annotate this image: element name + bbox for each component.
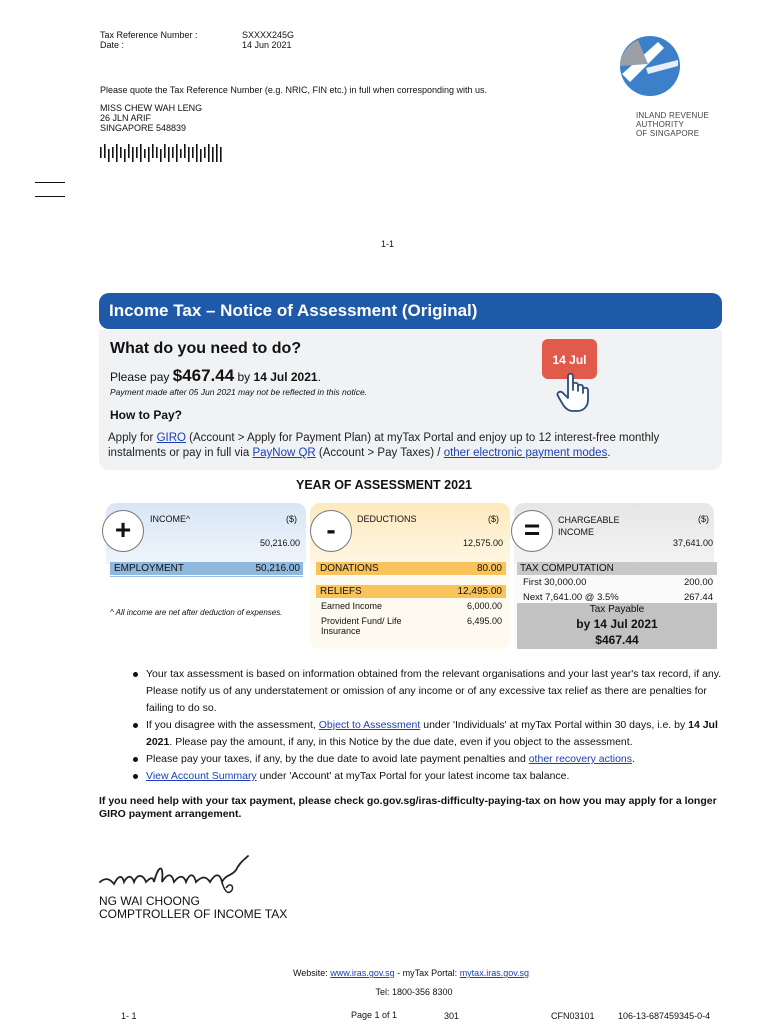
address-line: SINGAPORE 548839 — [100, 123, 187, 133]
line2-end: . — [607, 447, 611, 459]
note-text: Please pay your taxes, if any, by the due date to avoid late payment penalties and — [146, 753, 529, 765]
reliefs-label: RELIEFS — [320, 586, 362, 597]
portal-label: - myTax Portal: — [394, 968, 460, 978]
tc-row1-label: First 30,000.00 — [523, 577, 587, 588]
paynow-link[interactable]: PayNow QR — [252, 447, 316, 459]
footer-code: 301 — [444, 1011, 460, 1021]
object-to-assessment-link[interactable]: Object to Assessment — [318, 719, 421, 731]
barcode — [100, 144, 224, 164]
income-footnote: ^ All income are net after deduction of expenses. — [110, 608, 283, 617]
signature-image — [98, 852, 253, 898]
donations-label: DONATIONS — [320, 563, 379, 574]
notice-title-banner: Income Tax – Notice of Assessment (Original) — [99, 293, 722, 329]
pay-by: by — [234, 370, 254, 384]
pay-due-date: 14 Jul 2021 — [253, 370, 318, 384]
mytax-portal-link[interactable]: mytax.iras.gov.sg — [459, 968, 530, 978]
chargeable-total: 37,641.00 — [672, 538, 713, 548]
provident-fund-label: Provident Fund/ Life Insurance — [321, 616, 402, 636]
footer-code: 106-13-687459345-0-4 — [618, 1011, 711, 1021]
deductions-title: DEDUCTIONS — [357, 514, 417, 524]
tax-computation-title: TAX COMPUTATION — [520, 563, 614, 574]
logo-text-line: INLAND REVENUE — [636, 111, 710, 120]
footer-marker: 1- 1 — [121, 1011, 137, 1021]
website-label: Website: — [292, 968, 331, 978]
page-marker: 1-1 — [381, 239, 395, 249]
iras-logo — [618, 34, 709, 138]
quote-note: Please quote the Tax Reference Number (e.g. NRIC, FIN etc.) in full when corresponding with us. — [100, 85, 488, 95]
other-payment-modes-link[interactable]: other electronic payment modes — [443, 447, 608, 459]
address-line: MISS CHEW WAH LENG — [100, 103, 203, 113]
tax-ref-label: Tax Reference Number : — [100, 30, 198, 40]
tax-payable-amount: $467.44 — [595, 633, 639, 647]
page-number: Page 1 of 1 — [351, 1010, 398, 1020]
divider — [110, 576, 303, 577]
line2-mid: (Account > Pay Taxes) / — [315, 447, 444, 459]
date-label: Date : — [100, 40, 125, 50]
address-line: 26 JLN ARIF — [100, 113, 152, 123]
earned-income-label: Earned Income — [321, 601, 383, 611]
note-text: under 'Individuals' at myTax Portal within 30 days, i.e. by — [420, 719, 689, 731]
help-note: If you need help with your tax payment, please check go.gov.sg/iras-difficulty-paying-tax on how you may apply for a longer GIRO payment arrangement. — [99, 795, 717, 820]
line2-prefix: instalments or pay in full via — [108, 447, 253, 459]
tax-payable-label: Tax Payable — [589, 604, 645, 615]
employment-label: EMPLOYMENT — [114, 563, 185, 574]
apply-mid: (Account > Apply for Payment Plan) at myTax Portal and enjoy up to 12 interest-free monthly — [185, 432, 660, 444]
apply-prefix: Apply for — [108, 432, 157, 444]
deductions-unit: ($) — [488, 514, 499, 524]
tc-row2-value: 267.44 — [683, 592, 713, 603]
income-total: 50,216.00 — [259, 538, 300, 548]
logo-text-line: AUTHORITY — [636, 120, 685, 129]
address-block — [100, 103, 202, 133]
pay-amount: $467.44 — [172, 366, 235, 385]
how-to-pay-text — [108, 431, 718, 461]
minus-icon: - — [310, 510, 352, 552]
recovery-actions-link[interactable]: other recovery actions — [528, 753, 633, 765]
footer-links — [0, 968, 768, 978]
footer-tel: Tel: 1800-356 8300 — [375, 987, 453, 997]
pay-period: . — [317, 370, 321, 384]
how-to-pay-heading: How to Pay? — [110, 408, 183, 422]
note-text: under 'Account' at myTax Portal for your latest income tax balance. — [256, 770, 570, 782]
note-item — [130, 768, 722, 785]
pay-prefix: Please pay — [110, 370, 173, 384]
todo-heading: What do you need to do? — [110, 340, 302, 357]
logo-text-line: OF SINGAPORE — [636, 129, 700, 138]
chargeable-title: CHARGEABLE INCOME — [558, 515, 620, 537]
view-account-summary-link[interactable]: View Account Summary — [146, 770, 257, 782]
notes-list — [130, 666, 722, 785]
payment-note: Payment made after 05 Jun 2021 may not be reflected in this notice. — [110, 387, 368, 397]
income-title: INCOME^ — [150, 514, 191, 524]
giro-link[interactable]: GIRO — [156, 432, 186, 444]
tc-row2-label: Next 7,641.00 @ 3.5% — [523, 592, 619, 603]
signatory-name: NG WAI CHOONG — [99, 894, 200, 908]
tc-row1-value: 200.00 — [683, 577, 713, 588]
provident-fund-value: 6,495.00 — [466, 616, 502, 626]
note-item — [130, 717, 722, 751]
income-unit: ($) — [286, 514, 297, 524]
note-due-date: 14 Jul 2021 — [146, 719, 718, 748]
footer-code: CFN03101 — [551, 1011, 595, 1021]
earned-income-value: 6,000.00 — [466, 601, 502, 611]
note-text: If you disagree with the assessment, — [146, 719, 319, 731]
reliefs-value: 12,495.00 — [457, 586, 502, 597]
deductions-total: 12,575.00 — [462, 538, 503, 548]
website-link[interactable]: www.iras.gov.sg — [330, 968, 395, 978]
iras-emblem-icon — [618, 34, 682, 98]
due-date-button[interactable]: 14 Jul — [542, 339, 597, 379]
note-item: Your tax assessment is based on information obtained from the relevant organisations and your last year's tax record, if any. Please notify us of any understatement or omission of any income or of any excessive tax relief as there are penalties for failing to do so. — [130, 666, 722, 717]
note-item — [130, 751, 722, 768]
plus-icon: + — [102, 510, 144, 552]
fold-mark — [35, 182, 65, 183]
tax-ref-value: SXXXX245G — [242, 30, 295, 40]
chargeable-unit: ($) — [698, 514, 709, 524]
signatory-title: COMPTROLLER OF INCOME TAX — [99, 907, 288, 921]
equals-icon: = — [511, 510, 553, 552]
donations-value: 80.00 — [476, 563, 502, 574]
employment-value: 50,216.00 — [255, 563, 300, 574]
year-of-assessment: YEAR OF ASSESSMENT 2021 — [296, 478, 472, 492]
note-text: . — [632, 753, 635, 765]
tax-payable-by: by 14 Jul 2021 — [576, 617, 658, 631]
note-text: . Please pay the amount, if any, in this Notice by the due date, even if you object to the assessment. — [169, 736, 633, 748]
pointer-hand-icon — [556, 372, 598, 414]
pay-instruction — [110, 366, 321, 387]
date-value: 14 Jun 2021 — [242, 40, 292, 50]
fold-mark — [35, 196, 65, 197]
